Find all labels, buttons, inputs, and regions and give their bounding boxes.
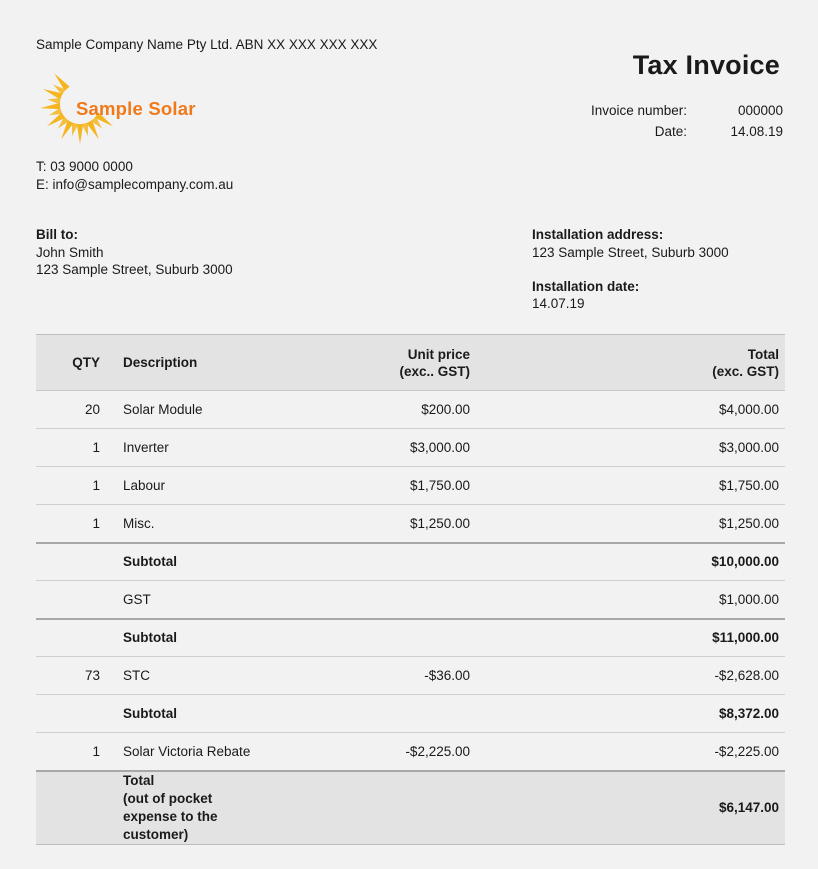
row-qty bbox=[36, 543, 100, 581]
row-qty: 1 bbox=[92, 515, 100, 531]
table-row bbox=[36, 505, 785, 543]
total-label: Total (out of pocket expense to the customer) bbox=[123, 772, 218, 842]
row-qty: 73 bbox=[84, 668, 100, 683]
gst-row bbox=[36, 581, 785, 619]
row-total: $1,000.00 bbox=[718, 591, 779, 607]
header-qty: QTY bbox=[72, 355, 100, 370]
bill-to-address: 123 Sample Street, Suburb 3000 bbox=[36, 262, 233, 277]
bill-to-label: Bill to: bbox=[36, 227, 78, 242]
invoice-number-label: Invoice number: bbox=[590, 103, 687, 118]
row-qty: 20 bbox=[84, 402, 100, 417]
sun-ray bbox=[40, 103, 60, 109]
row-total: $1,250.00 bbox=[718, 515, 779, 531]
installation-date-label: Installation date: bbox=[532, 279, 640, 294]
date-value: 14.08.19 bbox=[730, 124, 783, 139]
row-total: $3,000.00 bbox=[718, 440, 779, 455]
installation-date: 14.07.19 bbox=[532, 296, 585, 311]
row-description: Solar Victoria Rebate bbox=[123, 743, 251, 759]
installation-address-label: Installation address: bbox=[532, 227, 664, 242]
header-total: Total (exc. GST) bbox=[712, 346, 779, 379]
header-description: Description bbox=[123, 355, 198, 370]
row-description: Subtotal bbox=[123, 630, 177, 646]
row-qty bbox=[36, 619, 100, 657]
table-row bbox=[36, 429, 785, 467]
sun-ray bbox=[77, 124, 83, 144]
date-label: Date: bbox=[654, 124, 687, 139]
company-email: E: info@samplecompany.com.au bbox=[36, 177, 234, 192]
bill-to-name: John Smith bbox=[36, 245, 104, 260]
row-description: Labour bbox=[123, 478, 166, 493]
invoice-items-table bbox=[36, 334, 785, 845]
row-description: Misc. bbox=[123, 515, 155, 531]
total-row bbox=[36, 771, 785, 845]
row-total: -$2,628.00 bbox=[714, 668, 779, 683]
header-unit-price: Unit price (exc.. GST) bbox=[399, 346, 470, 379]
row-unit-price: $1,750.00 bbox=[409, 478, 470, 493]
row-description: Solar Module bbox=[123, 402, 203, 417]
row-total: $8,372.00 bbox=[718, 706, 779, 721]
row-description: STC bbox=[123, 668, 150, 683]
subtotal-row bbox=[36, 695, 785, 733]
subtotal-row bbox=[36, 543, 785, 581]
row-qty: 1 bbox=[92, 478, 100, 493]
row-description: Subtotal bbox=[123, 706, 177, 721]
company-phone: T: 03 9000 0000 bbox=[36, 159, 133, 174]
row-unit-price: $3,000.00 bbox=[409, 440, 470, 455]
row-qty: 1 bbox=[92, 743, 100, 759]
row-description: Inverter bbox=[123, 440, 169, 455]
row-description: GST bbox=[123, 591, 151, 607]
sun-ray bbox=[82, 123, 88, 136]
row-qty bbox=[36, 695, 100, 733]
row-unit-price: $200.00 bbox=[421, 402, 470, 417]
row-unit-price bbox=[270, 695, 639, 733]
invoice-number-value: 000000 bbox=[737, 103, 783, 118]
row-total: $10,000.00 bbox=[711, 554, 779, 570]
row-total: $11,000.00 bbox=[712, 630, 779, 646]
row-unit-price bbox=[270, 543, 639, 581]
document-title: Tax Invoice bbox=[632, 50, 780, 80]
row-unit-price: $1,250.00 bbox=[409, 515, 470, 531]
row-unit-price: -$2,225.00 bbox=[405, 743, 470, 759]
subtotal-row bbox=[36, 619, 785, 657]
installation-address: 123 Sample Street, Suburb 3000 bbox=[532, 245, 729, 260]
row-qty bbox=[36, 581, 100, 619]
row-total: -$2,225.00 bbox=[714, 743, 779, 759]
row-description: Subtotal bbox=[123, 554, 177, 570]
table-row bbox=[36, 657, 785, 695]
table-row bbox=[36, 467, 785, 505]
company-legal-line: Sample Company Name Pty Ltd. ABN XX XXX XXX XXX bbox=[36, 37, 378, 52]
brand-name: Sample Solar bbox=[76, 98, 196, 119]
row-unit-price: -$36.00 bbox=[424, 668, 470, 683]
row-unit-price bbox=[270, 581, 639, 619]
grand-total: $6,147.00 bbox=[718, 799, 779, 815]
row-qty: 1 bbox=[92, 440, 100, 455]
row-total: $1,750.00 bbox=[718, 478, 779, 493]
table-row bbox=[36, 391, 785, 429]
table-header-row bbox=[36, 335, 785, 391]
table-row bbox=[36, 733, 785, 771]
row-unit-price bbox=[270, 619, 639, 657]
row-total: $4,000.00 bbox=[718, 402, 779, 417]
